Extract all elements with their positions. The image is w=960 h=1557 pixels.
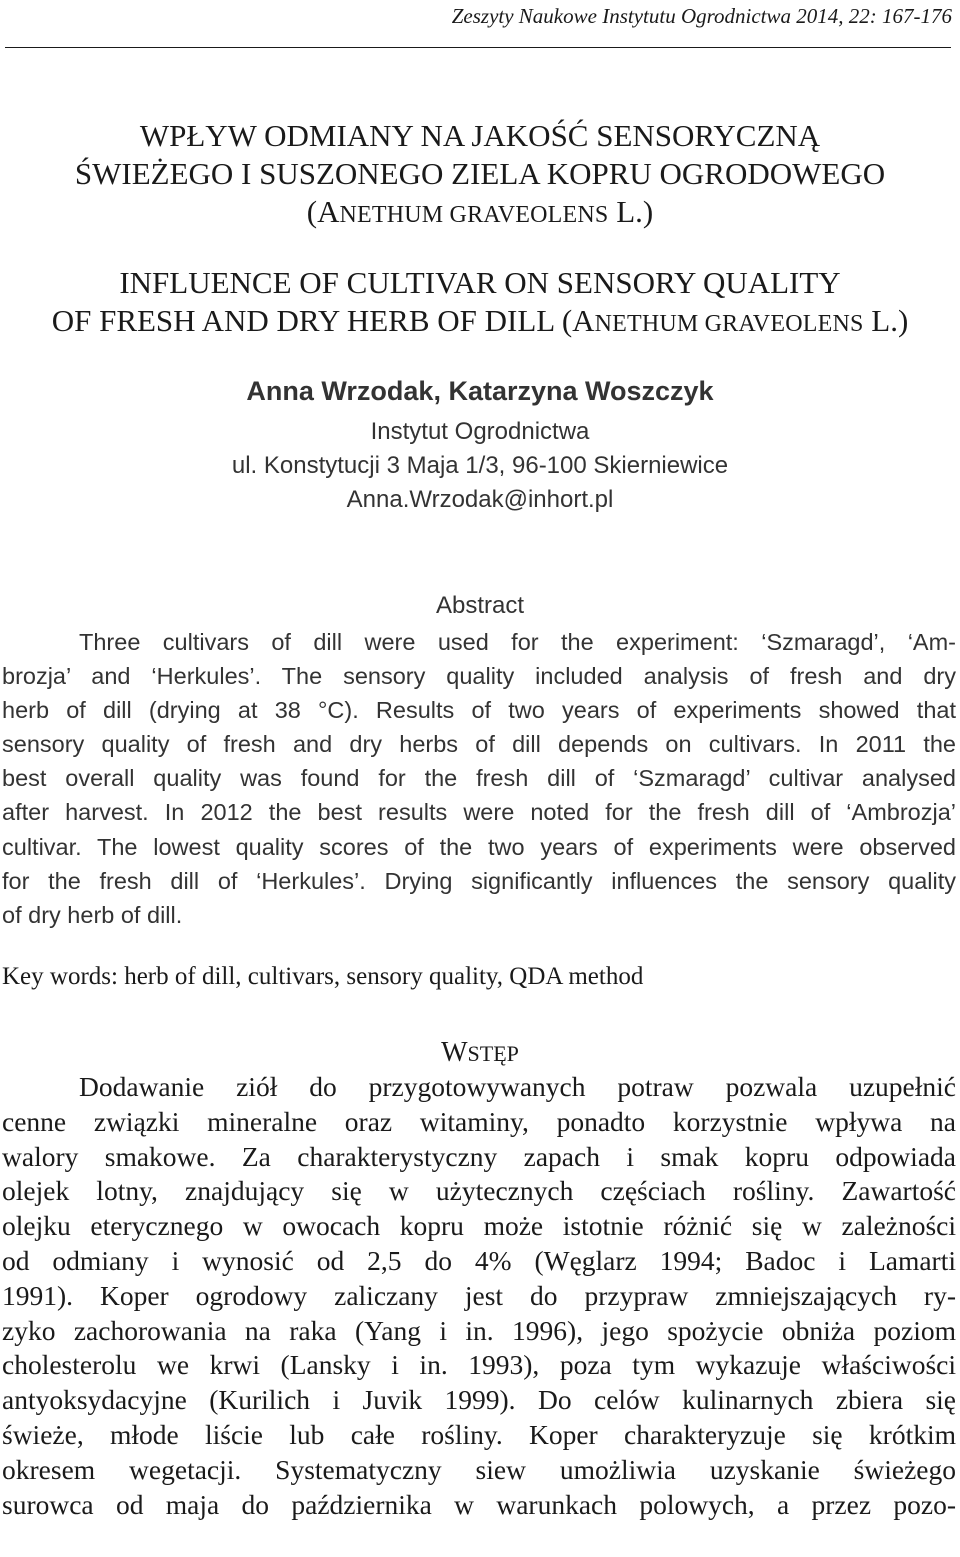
body-line: Dodawanie ziół do przygotowywanych potraw pozwala uzupełnić — [79, 1071, 956, 1102]
body-line: cholesterolu we krwi (Lansky i in. 1993), poza tym wykazuje właściwości — [2, 1349, 956, 1381]
body-line: olejek lotny, znajdujący się w użytecznych częściach rośliny. Zawartość — [2, 1175, 956, 1207]
body-line: surowca od maja do października w warunkach polowych, a przez pozo- — [2, 1488, 956, 1520]
title-polish-line-1: WPŁYW ODMIANY NA JAKOŚĆ SENSORYCZNĄ — [139, 118, 821, 153]
section-heading — [0, 1037, 960, 1069]
abstract-line: cultivar. The lowest quality scores of the two years of experiments were observed — [2, 833, 956, 860]
section-body — [2, 1070, 956, 1522]
title-english-line-2-end: L.) — [863, 303, 909, 338]
abstract-heading: Abstract — [435, 592, 525, 619]
section-heading-rest: STĘP — [467, 1041, 519, 1066]
body-line: cenne związki mineralne oraz witaminy, ponadto korzystnie wpływa na — [2, 1105, 956, 1137]
keywords: Key words: herb of dill, cultivars, sensory quality, QDA method — [2, 963, 644, 990]
affiliation-institute: Instytut Ogrodnictwa — [370, 418, 590, 445]
abstract-line: herb of dill (drying at 38 °C). Results of two years of experiments showed that — [2, 697, 956, 724]
body-line: zyko zachorowania na raka (Yang i in. 1996), jego spożycie obniża poziom — [2, 1314, 956, 1346]
abstract-line: Three cultivars of dill were used for the experiment: ‘Szmaragd’, ‘Am- — [79, 629, 956, 655]
title-polish-line-3-open: (A — [306, 194, 340, 229]
body-line: antyoksydacyjne (Kurilich i Juvik 1999). Do celów kulinarnych zbiera się — [2, 1384, 956, 1416]
title-english-line-2-start: OF FRESH AND DRY HERB OF DILL (A — [51, 303, 595, 338]
title-english-latin-name: NETHUM GRAVEOLENS — [594, 311, 864, 337]
abstract-line: of dry herb of dill. — [2, 901, 183, 928]
affiliation-address: ul. Konstytucji 3 Maja 1/3, 96-100 Skierniewice — [231, 452, 729, 479]
title-english-line-2 — [0, 302, 960, 343]
title-polish-line-3-end: L.) — [608, 194, 654, 229]
title-polish-line-2: ŚWIEŻEGO I SUSZONEGO ZIELA KOPRU OGRODOWEGO — [74, 156, 886, 191]
body-line: olejku eterycznego w owocach kopru może istotnie różnić się w zależności — [2, 1210, 956, 1242]
title-polish — [0, 117, 960, 234]
authors: Anna Wrzodak, Katarzyna Woszczyk — [246, 376, 714, 406]
body-line: świeże, młode liście lub całe rośliny. Koper charakteryzuje się krótkim — [2, 1418, 956, 1450]
affiliation-email: Anna.Wrzodak@inhort.pl — [346, 486, 614, 513]
abstract-line: sensory quality of fresh and dry herbs of dill depends on cultivars. In 2011 the — [2, 731, 956, 758]
title-english-line-1: INFLUENCE OF CULTIVAR ON SENSORY QUALITY — [119, 265, 841, 300]
body-line: od odmiany i wynosić od 2,5 do 4% (Węglarz 1994; Badoc i Lamarti — [2, 1244, 956, 1276]
abstract-line: brozja’ and ‘Herkules’. The sensory quality included analysis of fresh and dry — [2, 663, 956, 690]
title-english — [0, 264, 960, 343]
running-head: Zeszyty Naukowe Instytutu Ogrodnictwa 2014, 22: 167-176 — [451, 4, 952, 28]
body-line: walory smakowe. Za charakterystyczny zapach i smak kopru odpowiada — [2, 1140, 956, 1172]
abstract-line: after harvest. In 2012 the best results were noted for the fresh dill of ‘Ambrozja’ — [2, 799, 956, 826]
body-line: 1991). Koper ogrodowy zaliczany jest do przypraw zmniejszających ry- — [2, 1279, 956, 1311]
abstract-line: for the fresh dill of ‘Herkules’. Drying significantly influences the sensory quality — [2, 867, 956, 894]
title-polish-latin-name: NETHUM GRAVEOLENS — [339, 202, 609, 228]
section-heading-initial: W — [441, 1037, 468, 1068]
body-line: okresem wegetacji. Systematyczny siew umożliwia uzyskanie świeżego — [2, 1453, 956, 1485]
title-polish-line-3 — [0, 193, 960, 234]
abstract-line: best overall quality was found for the fresh dill of ‘Szmaragd’ cultivar analysed — [2, 765, 956, 792]
abstract-body — [2, 625, 956, 932]
header-rule — [5, 47, 951, 48]
